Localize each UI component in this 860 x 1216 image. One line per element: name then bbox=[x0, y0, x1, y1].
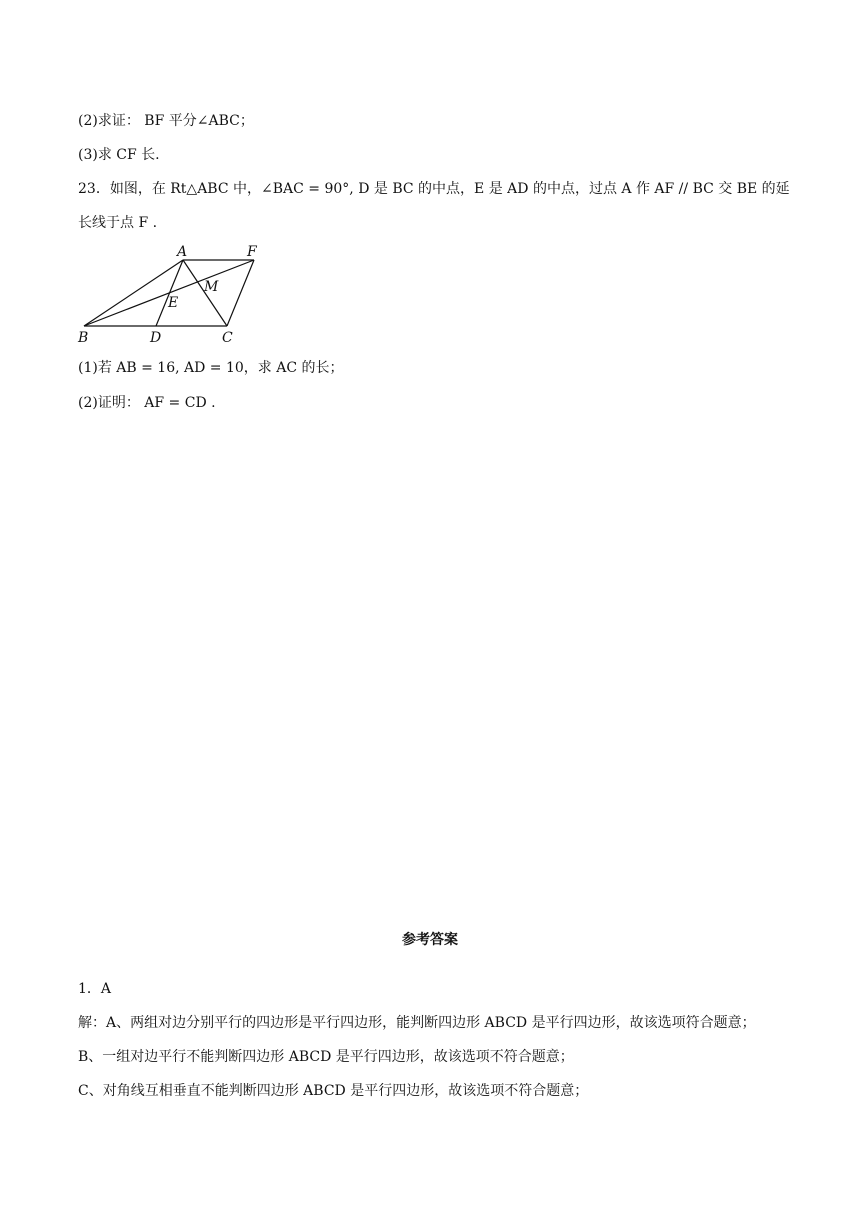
segment-FC bbox=[227, 260, 254, 326]
answer-1-line3: C、对角线互相垂直不能判断四边形 ABCD 是平行四边形，故该选项不符合题意； bbox=[78, 1083, 589, 1099]
q22-part3: (3)求 CF 长. bbox=[78, 147, 160, 163]
label-E: E bbox=[168, 295, 179, 311]
q23-stem-line1: 23．如图，在 Rt△ABC 中，∠BAC = 90°, D 是 BC 的中点，E 是 AD 的中点，过点 A 作 AF // BC 交 BE 的延 bbox=[78, 181, 790, 197]
label-C: C bbox=[222, 330, 233, 346]
label-D: D bbox=[150, 330, 162, 346]
answer-1-line1: 解：A、两组对边分别平行的四边形是平行四边形，能判断四边形 ABCD 是平行四边形，故该选项符合题意； bbox=[78, 1015, 756, 1031]
q22-part2: (2)求证： BF 平分∠ABC； bbox=[78, 113, 254, 129]
answers-title: 参考答案 bbox=[402, 932, 458, 948]
label-M: M bbox=[204, 279, 219, 295]
answer-1-line2: B、一组对边平行不能判断四边形 ABCD 是平行四边形，故该选项不符合题意； bbox=[78, 1049, 574, 1065]
q23-part1: (1)若 AB = 16, AD = 10，求 AC 的长； bbox=[78, 360, 344, 376]
label-A: A bbox=[177, 244, 188, 260]
label-F: F bbox=[247, 244, 257, 260]
label-B: B bbox=[78, 330, 89, 346]
answer-1: 1．A bbox=[78, 981, 112, 997]
q23-part2: (2)证明： AF = CD . bbox=[78, 395, 216, 411]
q23-figure bbox=[70, 240, 270, 348]
q23-stem-line2: 长线于点 F . bbox=[78, 215, 158, 231]
